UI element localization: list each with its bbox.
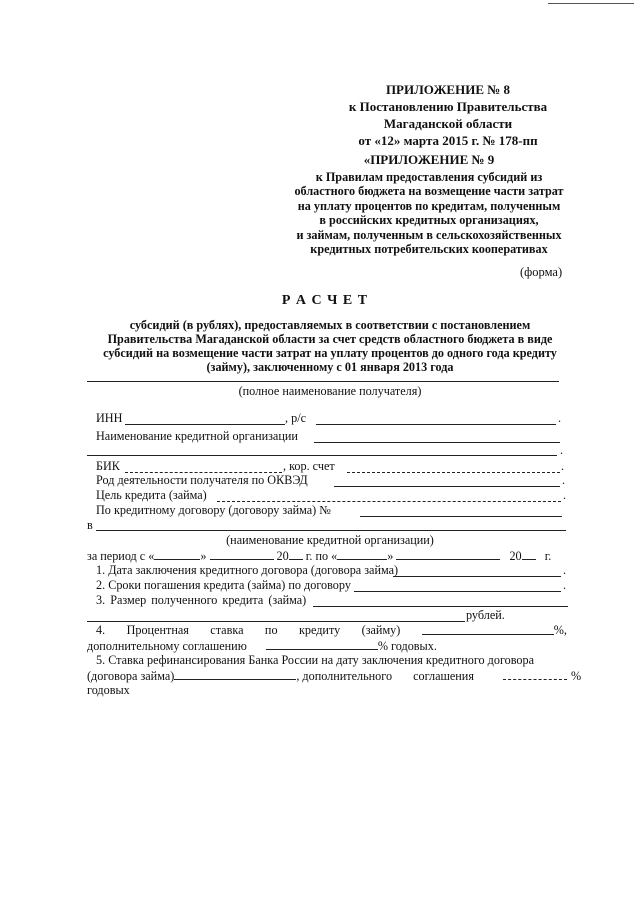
appendix-9-title: «ПРИЛОЖЕНИЕ № 9: [363, 152, 495, 167]
item-4-agreement-label: дополнительному соглашению: [87, 639, 247, 653]
contract-number-field[interactable]: [360, 516, 562, 517]
period-from-day-field[interactable]: [154, 548, 200, 560]
period-mark: .: [562, 473, 566, 487]
item-5-additional-label: , дополнительного: [296, 669, 393, 683]
period-mark: .: [558, 411, 562, 425]
item-4-word: 4.: [96, 623, 106, 637]
item-4-word: ставка: [210, 623, 244, 637]
subtitle-line: Правительства Магаданской области за счет средств областного бюджета в виде: [107, 332, 553, 346]
inn-label: ИНН: [96, 411, 123, 425]
item-2-field[interactable]: [354, 591, 561, 592]
okved-field[interactable]: [334, 486, 560, 487]
corr-account-field[interactable]: [347, 472, 560, 473]
appendix-9-line: кредитных потребительских кооперативах: [310, 242, 548, 256]
document-subtitle: [80, 318, 580, 374]
item-4-line: [87, 623, 567, 638]
rubles-label: рублей.: [466, 608, 505, 622]
period-mark: .: [563, 488, 567, 502]
item-4-word: Процентная: [126, 623, 189, 637]
period-to-year-field[interactable]: [522, 548, 536, 560]
appendix-9-line: и займам, полученным в сельскохозяйственных: [296, 227, 562, 242]
item-4-word: кредиту: [298, 623, 341, 637]
item-3-label: 3. Размер полученного кредита (займа): [96, 593, 307, 607]
subtitle-line: (займу), заключенному с 01 января 2013 года: [206, 360, 454, 374]
item-4-annual-label: % годовых.: [377, 639, 437, 653]
period-row: [87, 548, 551, 564]
item-5-contract-label: (договора займа): [87, 669, 175, 683]
item-3-field[interactable]: [313, 606, 568, 607]
percent-label: %,: [553, 623, 567, 637]
quote-close: »: [200, 549, 207, 563]
recipient-caption: (полное наименование получателя): [238, 384, 422, 398]
item-4-line-2: [87, 638, 437, 654]
recipient-name-field[interactable]: [87, 381, 559, 382]
credit-org-caption: (наименование кредитной организации): [226, 533, 434, 547]
appendix-8-title: ПРИЛОЖЕНИЕ № 8: [385, 82, 511, 97]
period-mark: .: [563, 578, 567, 592]
period-to-day-field[interactable]: [337, 548, 387, 560]
appendix-9-header: [270, 153, 588, 257]
item-5-contract-field[interactable]: [174, 668, 296, 680]
item-5-agreement-field[interactable]: [503, 668, 567, 680]
appendix-8-line: Магаданской области: [383, 116, 513, 131]
item-4-rate-field[interactable]: [422, 623, 554, 635]
bank-name-label: Наименование кредитной организации: [96, 429, 298, 443]
appendix-9-line: в российских кредитных организациях,: [319, 213, 539, 227]
period-mark: .: [561, 459, 565, 473]
appendix-8-line: к Постановлению Правительства: [348, 99, 548, 114]
item-3-field-continued[interactable]: [87, 621, 465, 622]
subtitle-line: субсидий на возмещение части затрат на уплату процентов до одного года кредиту: [103, 346, 557, 360]
period-to-label: г. по «: [305, 549, 338, 563]
period-from-label: за период с «: [87, 549, 155, 563]
period-mark: .: [560, 443, 564, 457]
bank-name-field-continued[interactable]: [87, 455, 557, 456]
period-mark: .: [563, 563, 567, 577]
account-field[interactable]: [316, 424, 556, 425]
appendix-9-line: областного бюджета на возмещение части затрат: [294, 184, 564, 198]
form-note: (форма): [520, 265, 563, 279]
item-4-word: (займу): [361, 623, 401, 637]
item-5-agreement-label: соглашения: [413, 669, 474, 683]
appendix-9-line: к Правилам предоставления субсидий из: [315, 169, 543, 184]
v-label: в: [87, 518, 93, 532]
document-title: Р А С Ч Е Т: [281, 293, 369, 308]
item-2-label: 2. Сроки погашения кредита (займа) по договору: [96, 578, 351, 592]
item-4-word: по: [264, 623, 278, 637]
account-label: , р/с: [285, 411, 306, 425]
subtitle-line: субсидий (в рублях), предоставляемых в соответствии с постановлением: [129, 318, 531, 332]
appendix-8-header: [330, 81, 566, 149]
inn-field[interactable]: [125, 424, 285, 425]
item-4-agreement-field[interactable]: [266, 638, 378, 650]
item-1-field[interactable]: [393, 576, 561, 577]
contract-label: По кредитному договору (договору займа) №: [96, 503, 331, 517]
item-5-line-1: 5. Ставка рефинансирования Банка России на дату заключения кредитного договора: [96, 653, 535, 667]
period-to-month-field[interactable]: [396, 548, 500, 560]
item-5-percent-label: %: [570, 669, 582, 683]
item-5-line-2: [87, 668, 581, 684]
item-1-label: 1. Дата заключения кредитного договора (договора займа): [96, 563, 399, 577]
year-prefix: 20: [276, 549, 289, 563]
okved-label: Род деятельности получателя по ОКВЭД: [96, 473, 308, 487]
bik-label: БИК: [96, 459, 120, 473]
quote-close: »: [387, 549, 394, 563]
scan-mark: [548, 3, 634, 4]
item-5-line-3: годовых: [87, 683, 130, 697]
year-prefix: 20: [509, 549, 522, 563]
period-from-month-field[interactable]: [210, 548, 274, 560]
period-from-year-field[interactable]: [289, 548, 303, 560]
appendix-9-line: на уплату процентов по кредитам, полученным: [297, 198, 561, 213]
year-end-label: г.: [544, 549, 552, 563]
corr-account-label: , кор. счет: [283, 459, 335, 473]
bank-name-field[interactable]: [314, 442, 560, 443]
credit-org-field[interactable]: [96, 530, 566, 531]
purpose-label: Цель кредита (займа): [96, 488, 207, 502]
purpose-field[interactable]: [217, 501, 561, 502]
appendix-8-line: от «12» марта 2015 г. № 178-пп: [358, 133, 538, 148]
